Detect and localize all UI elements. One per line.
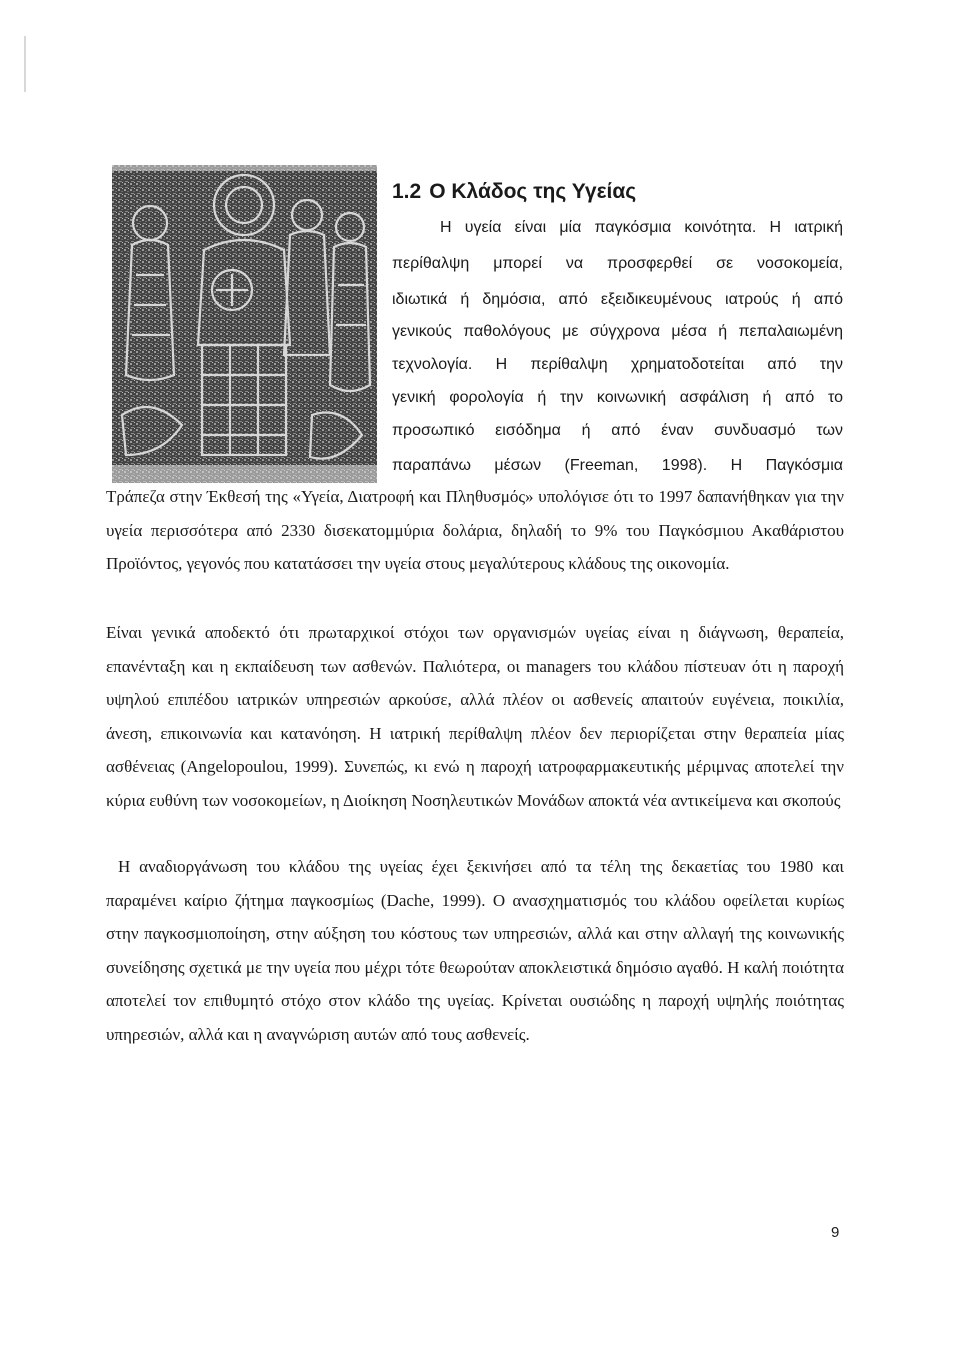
paragraph-health-goals: Είναι γενικά αποδεκτό ότι πρωταρχικοί στόχοι των οργανισμών υγείας είναι η διάγνωση, θεραπεία, επανένταξη και η εκπαίδευση των ασθενών. Παλιότερα, οι managers του κλάδου πίστευαν ότι η παροχή υψηλού επιπέδου ιατρικών υπηρεσιών αρκούσε, αλλά πλέον οι ασθενείς απαιτούν ευγένεια, ποικιλία, άνεση, επικοινωνία και κατανόηση. Η ιατρική περίθαλψη πλέον δεν περιορίζεται στην θεραπεία μίας ασθένειας (Angelopoulou, 1999). Συνεπώς, κι ενώ η παροχή ιατροφαρμακευτικής μέριμνας αποτελεί την κύρια ευθύνη των νοσοκομείων, η Διοίκηση Νοσηλευτικών Μονάδων αποκτά νέα αντικείμενα και σκοπούς [106,623,844,810]
section-number: 1.2 [392,180,422,203]
intro-line: γενική φορολογία ή την κοινωνική ασφάλιση ή από το [392,389,843,406]
byzantine-figures-illustration [112,165,377,483]
page-edge-mark [24,36,26,92]
intro-line: παραπάνω μέσων (Freeman, 1998). Η Παγκόσμια [392,457,843,474]
intro-line: γενικούς παθολόγους με σύγχρονα μέσα ή πεπαλαιωμένη [392,323,843,340]
intro-line: τεχνολογία. Η περίθαλψη χρηματοδοτείται από την [392,356,843,373]
paragraph-restructuring: Η αναδιοργάνωση του κλάδου της υγείας έχει ξεκινήσει από τα τέλη της δεκαετίας του 1980 και παραμένει καίριο ζήτημα παγκοσμίως (Dache, 1999). Ο ανασχηματισμός του κλάδου οφείλεται κυρίως στην παγκοσμιοποίηση, στην αύξηση του κόστους των υπηρεσιών, αλλά και στην αλλαγή της κοινωνικής συνείδησης σχετικά με την υγεία που μέχρι τότε θεωρούταν αποκλειστικά δημόσιο αγαθό. Η καλή ποιότητα αποτελεί τον επιθυμητό στόχο στον κλάδο της υγείας. Κρίνεται ουσιώδης η παροχή υψηλής ποιότητας υπηρεσιών, αλλά και η αναγνώριση αυτών από τους ασθενείς. [106,857,844,1044]
section-heading [392,180,644,204]
section-title: Ο Κλάδος της Υγείας [429,180,637,203]
paragraph-world-bank: Τράπεζα στην Έκθεσή της «Υγεία, Διατροφή και Πληθυσμός» υπολόγισε ότι το 1997 δαπανήθηκαν για την υγεία περισσότερα από 2330 δισεκατομμύρια δολάρια, δηλαδή το 9% του Παγκόσμιου Ακαθάριστου Προϊόντος, γεγονός που κατατάσσει την υγεία στους μεγαλύτερους κλάδους της οικονομία. [106,487,844,573]
intro-line: περίθαλψη μπορεί να προσφερθεί σε νοσοκομεία, [392,255,843,272]
page-number: 9 [831,1224,840,1241]
intro-line: προσωπικό εισόδημα ή από έναν συνδυασμό των [392,422,843,439]
intro-line: ιδιωτικά ή δημόσια, από εξειδικευμένους ιατρούς ή από [392,291,843,308]
byzantine-icon-image [112,165,377,483]
intro-line: Η υγεία είναι μία παγκόσμια κοινότητα. Η ιατρική [440,219,843,236]
